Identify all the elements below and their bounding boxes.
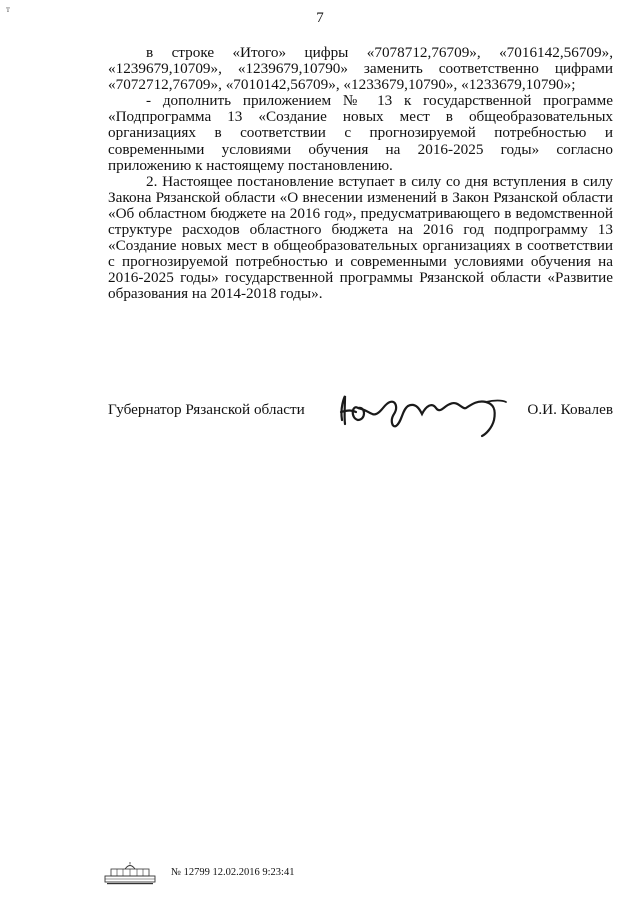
paragraph-totals-replacement: в строке «Итого» цифры «7078712,76709», «7016142,56709», «1239679,10709», «1239679,10790» заменить соответственно цифрами «7072712,76709», «7010142,56709», «1233679,10790», «1233679,10790»; xyxy=(108,44,613,94)
paragraph-add-appendix: - дополнить приложением № 13 к государственной программе «Подпрограмма 13 «Создание новых мест в общеобразовательных организациях в соответствии с прогнозируемой потребностью и современными условиями обучения на 2016-2025 годы» согласно приложению к настоящему постановлению. xyxy=(108,92,613,174)
corner-mark: т xyxy=(6,4,10,14)
handwritten-signature xyxy=(336,390,508,438)
registration-footer xyxy=(103,861,323,887)
registry-emblem-icon xyxy=(103,861,157,885)
signatory-title: Губернатор Рязанской области xyxy=(108,401,305,418)
signatory-name: О.И. Ковалев xyxy=(527,401,613,418)
signature-block xyxy=(108,390,613,440)
document-body xyxy=(108,45,613,303)
page-number: 7 xyxy=(316,10,324,26)
paragraph-entry-into-force: 2. Настоящее постановление вступает в силу со дня вступления в силу Закона Рязанской области «О внесении изменений в Закон Рязанской области «Об областном бюджете на 2016 год», предусматривающего в ведомственной структуре расходов областного бюджета на 2016 год подпрограмму 13 «Создание новых мест в общеобразовательных организациях в соответствии с прогнозируемой потребностью и современными условиями обучения на 2016-2025 годы» государственной программы Рязанской области «Развитие образования на 2014-2018 годы». xyxy=(108,172,613,303)
registration-number: № 12799 12.02.2016 9:23:41 xyxy=(171,867,295,878)
